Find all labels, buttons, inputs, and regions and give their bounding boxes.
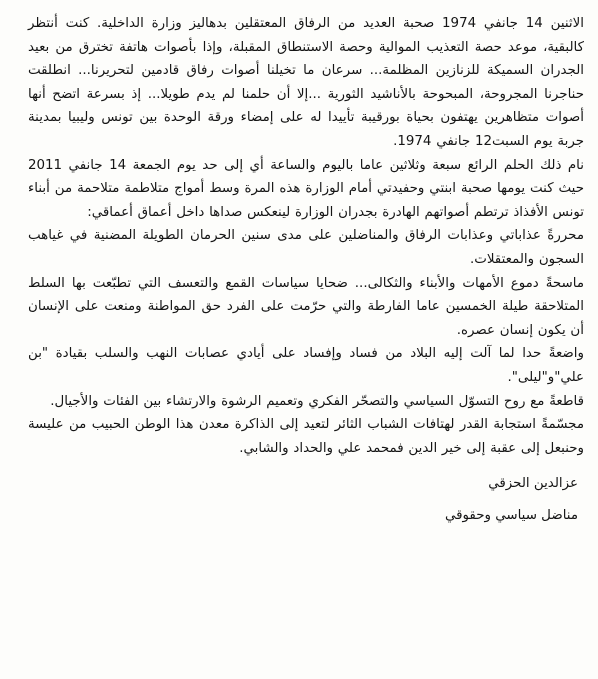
author-name: عزالدين الحزقي: [488, 476, 578, 492]
article-paragraph: قاطعةً مع روح التسوّل السياسي والتصحّر الفكري وتعميم الرشوة والارتشاء بين الفئات والأجيال.: [50, 393, 584, 409]
article-paragraph: ماسحةً دموع الأمهات والأبناء والثكالى... ضحايا سياسات القمع والتعسف التي تطبّعت بها السلط المتلاحقة طيلة الخمسين عاما الفارطة والتي حرّمت على الفرد حق المواطنة ومنعت على الإنسان أن يكون إنسان عصره.: [28, 275, 584, 338]
article-body: [28, 12, 584, 460]
author-title: مناضل سياسي وحقوقي: [444, 508, 578, 524]
article-paragraph: الاثنين 14 جانفي 1974 صحبة العديد من الرفاق المعتقلين بدهاليز وزارة الداخلية. كنت أنتظر كالبقية، موعد حصة التعذيب الموالية وحصة الاستنطاق المقبلة، وإذا بأصوات هاتفة تخترق من بعيد الجدران السميكة للزنازين المظلمة... سرعان ما تخيلنا أصوات رفاق قادمين لتحريرنا... انطلقت حناجرنا المجروحة، المبحوحة بالأناشيد الثورية ...إلا أن حلمنا لم يدم طويلا... إذ بسرعة اتضح أنها أصوات متظاهرين يهتفون بحياة بورقيبة تأييدا له على إمضاء ورقة الوحدة بين تونس وليبيا بمدينة جربة يوم السبت12 جانفي 1974.: [28, 16, 584, 149]
article-paragraph: محررةً عذاباتي وعذابات الرفاق والمناضلين على مدى سنين الحرمان الطويلة المضنية في غياهب السجون والمعتقلات.: [28, 228, 584, 267]
signature-block: [28, 468, 584, 532]
article-paragraph: نام ذلك الحلم الرائع سبعة وثلاثين عاما باليوم والساعة أي إلى حد يوم الجمعة 14 جانفي 2011 حيث كنت يومها صحبة ابنتي وحفيدتي أمام الوزارة هذه المرة وسط أمواج متلاطمة متلاحمة من أبناء تونس الأفذاذ ترتطم أصواتهم الهادرة بجدران الوزارة لينعكس صداها داخل أعماق أعماقي:: [28, 157, 584, 220]
article-paragraph: مجسّمةً استجابة القدر لهتافات الشباب الثائر لتعيد إلى الذاكرة معدن هذا الوطن الحبيب من عليسة وحنبعل إلى عقبة إلى خير الدين فمحمد علي والحداد والشابي.: [28, 417, 584, 456]
article-paragraph: واضعةً حدا لما آلت إليه البلاد من فساد وإفساد على أيادي عصابات النهب والسلب بقيادة "بن علي"و"ليلى".: [28, 346, 584, 385]
